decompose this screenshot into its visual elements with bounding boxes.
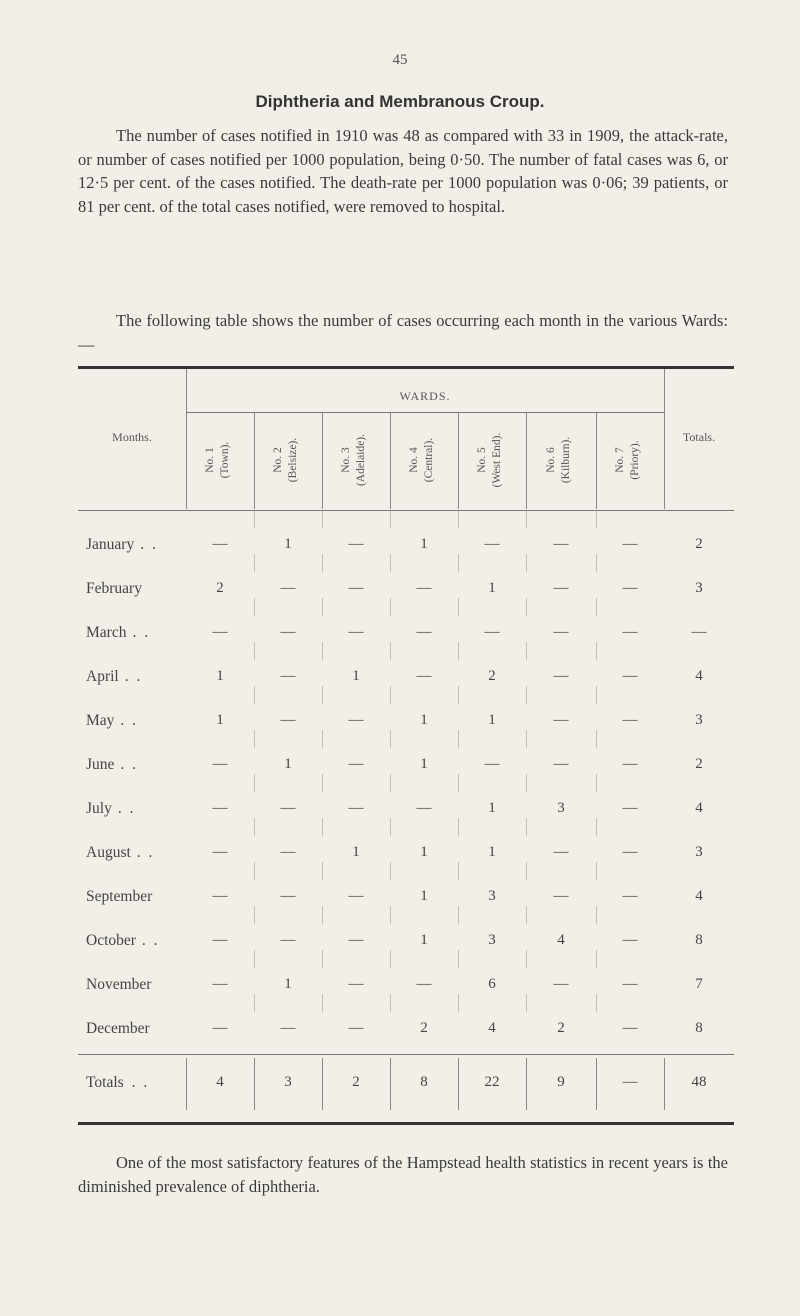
col-divider [322, 413, 323, 509]
month-cell [86, 976, 186, 994]
ward-number: No. 4 [408, 447, 420, 473]
col-divider [526, 994, 527, 1012]
ward-value-cell: — [416, 580, 432, 596]
col-divider [254, 950, 255, 968]
leader-dots: . . [124, 668, 143, 685]
ward-value-cell: — [622, 712, 638, 728]
month-cell [86, 844, 186, 862]
col-divider [390, 950, 391, 968]
col-divider [390, 774, 391, 792]
ward-value-cell: — [484, 624, 500, 640]
col-divider [596, 642, 597, 660]
col-divider [322, 642, 323, 660]
month-name: April [86, 668, 119, 685]
ward-value-cell: 1 [420, 536, 428, 552]
intro-paragraph: The number of cases notified in 1910 was 48 as compared with 33 in 1909, the attack-rate, or number of cases notified per 1000 population, being 0·50. The number of fatal cases was 6, or 12·5 per cent. of the cases notified. The death-rate per 1000 population was 0·06; 39 patients, or 81 per cent. of the total cases notified, were removed to hospital. [78, 126, 728, 216]
row-total-cell: 7 [695, 976, 703, 992]
col-divider [390, 730, 391, 748]
ward-value-cell: 1 [216, 712, 224, 728]
row-total-cell: 4 [695, 800, 703, 816]
col-divider [458, 413, 459, 509]
col-divider [458, 862, 459, 880]
col-divider [390, 862, 391, 880]
ward-name: (West End). [491, 432, 503, 488]
leader-dots: . . [140, 536, 158, 553]
col-divider [390, 994, 391, 1012]
col-divider [254, 413, 255, 509]
col-divider [458, 510, 459, 528]
ward-number: No. 2 [272, 447, 284, 473]
ward-value-cell: 2 [420, 1020, 428, 1036]
leader-dots: . . [117, 800, 136, 817]
ward-value-cell: — [348, 976, 364, 992]
ward-value-cell: — [484, 756, 500, 772]
col-divider [596, 818, 597, 836]
ward-value-cell: — [622, 844, 638, 860]
ward-total-cell: 4 [216, 1074, 224, 1090]
col-divider [526, 413, 527, 509]
col-divider [254, 906, 255, 924]
ward-value-cell: — [553, 580, 569, 596]
ward-value-cell: — [280, 1020, 296, 1036]
ward-header-4 [407, 405, 441, 515]
ward-value-cell: 1 [284, 756, 292, 772]
row-total-cell: 2 [695, 756, 703, 772]
col-divider [526, 906, 527, 924]
ward-value-cell: — [348, 624, 364, 640]
month-name: January [86, 536, 135, 553]
ward-name: (Kilburn). [560, 436, 572, 484]
col-divider [458, 598, 459, 616]
ward-value-cell: — [622, 976, 638, 992]
ward-value-cell: — [622, 888, 638, 904]
ward-value-cell: — [348, 800, 364, 816]
row-total-cell: — [691, 624, 707, 640]
ward-value-cell: 1 [352, 668, 360, 684]
ward-name: (Belsize). [287, 437, 299, 483]
ward-value-cell: 1 [488, 800, 496, 816]
ward-value-cell: — [280, 932, 296, 948]
page-number: 45 [392, 52, 408, 68]
col-divider [596, 598, 597, 616]
ward-value-cell: — [348, 536, 364, 552]
ward-name: (Adelaide). [355, 433, 367, 487]
ward-value-cell: — [280, 800, 296, 816]
month-name: December [86, 1020, 150, 1037]
row-total-cell: 8 [695, 1020, 703, 1036]
ward-header-6 [544, 405, 578, 515]
month-cell [86, 1020, 186, 1038]
row-total-cell: 3 [695, 580, 703, 596]
col-divider [596, 413, 597, 509]
col-divider [254, 994, 255, 1012]
ward-value-cell: 1 [420, 844, 428, 860]
month-cell [86, 624, 186, 642]
col-divider [322, 906, 323, 924]
ward-value-cell: — [280, 624, 296, 640]
ward-value-cell: — [484, 536, 500, 552]
month-cell [86, 712, 186, 730]
col-divider [458, 774, 459, 792]
month-cell [86, 668, 186, 686]
ward-value-cell: — [212, 536, 228, 552]
row-total-cell: 3 [695, 844, 703, 860]
ward-value-cell: — [622, 1020, 638, 1036]
ward-name: (Town). [219, 441, 231, 479]
ward-total-cell: 9 [557, 1074, 565, 1090]
ward-value-cell: 1 [420, 932, 428, 948]
ward-value-cell: — [622, 580, 638, 596]
col-divider [322, 862, 323, 880]
col-divider [526, 818, 527, 836]
ward-value-cell: 3 [488, 932, 496, 948]
month-name: May [86, 712, 115, 729]
col-divider [596, 730, 597, 748]
month-name: June [86, 756, 115, 773]
ward-value-cell: 2 [488, 668, 496, 684]
col-divider [526, 686, 527, 704]
ward-value-cell: — [212, 976, 228, 992]
ward-value-cell: — [348, 1020, 364, 1036]
ward-value-cell: — [416, 668, 432, 684]
table-top-rule [78, 366, 734, 369]
leader-dots: . . [120, 712, 139, 729]
col-divider [322, 994, 323, 1012]
ward-value-cell: — [348, 888, 364, 904]
closing-paragraph: One of the most satisfactory features of the Hampstead health statistics in recent years is the diminished prevalence of diphtheria. [78, 1153, 728, 1196]
col-divider [254, 730, 255, 748]
month-cell [86, 580, 186, 598]
col-divider [322, 774, 323, 792]
ward-value-cell: 1 [420, 888, 428, 904]
ward-value-cell: 2 [216, 580, 224, 596]
col-divider [322, 818, 323, 836]
ward-value-cell: 3 [488, 888, 496, 904]
col-divider [596, 906, 597, 924]
ward-total-cell: 2 [352, 1074, 360, 1090]
ward-total-cell: 8 [420, 1074, 428, 1090]
ward-value-cell: — [280, 888, 296, 904]
col-divider [458, 686, 459, 704]
totals-label: Totals [86, 1074, 124, 1091]
month-name: November [86, 976, 152, 993]
ward-number: No. 3 [340, 447, 352, 473]
col-divider [254, 642, 255, 660]
ward-header-1 [203, 405, 237, 515]
section-heading: Diphtheria and Membranous Croup. [255, 92, 545, 111]
col-divider [526, 950, 527, 968]
ward-value-cell: — [553, 536, 569, 552]
col-divider [322, 598, 323, 616]
col-divider [458, 906, 459, 924]
ward-value-cell: — [280, 580, 296, 596]
col-divider [596, 950, 597, 968]
ward-value-cell: — [416, 976, 432, 992]
ward-value-cell: 1 [352, 844, 360, 860]
ward-value-cell: 1 [488, 580, 496, 596]
ward-value-cell: — [212, 756, 228, 772]
ward-value-cell: — [553, 976, 569, 992]
ward-total-cell: 22 [484, 1074, 500, 1090]
ward-value-cell: — [553, 712, 569, 728]
col-divider [390, 413, 391, 509]
leader-dots: . . [132, 624, 151, 641]
ward-value-cell: — [622, 800, 638, 816]
ward-value-cell: 1 [488, 844, 496, 860]
ward-value-cell: — [212, 844, 228, 860]
month-cell [86, 756, 186, 774]
col-divider [526, 862, 527, 880]
ward-value-cell: — [212, 1020, 228, 1036]
ward-header-2 [271, 405, 305, 515]
ward-value-cell: — [416, 624, 432, 640]
col-divider [458, 818, 459, 836]
table-bottom-rule [78, 1122, 734, 1125]
col-divider [322, 730, 323, 748]
col-divider [596, 554, 597, 572]
col-divider [390, 818, 391, 836]
ward-value-cell: — [553, 668, 569, 684]
ward-value-cell: — [416, 800, 432, 816]
wards-header: WARDS. [399, 389, 451, 403]
ward-value-cell: — [622, 668, 638, 684]
col-divider [322, 510, 323, 528]
ward-value-cell: — [553, 624, 569, 640]
ward-value-cell: — [212, 932, 228, 948]
col-divider [322, 554, 323, 572]
col-divider [458, 554, 459, 572]
col-divider [458, 642, 459, 660]
months-header: Months. [112, 430, 152, 444]
col-divider [596, 774, 597, 792]
ward-header-3 [339, 405, 373, 515]
ward-header-5 [475, 405, 509, 515]
col-divider [390, 510, 391, 528]
col-divider [458, 994, 459, 1012]
ward-value-cell: 4 [488, 1020, 496, 1036]
col-divider [458, 730, 459, 748]
row-total-cell: 8 [695, 932, 703, 948]
month-cell [86, 800, 186, 818]
ward-value-cell: 1 [216, 668, 224, 684]
ward-header-7 [613, 405, 647, 515]
col-divider [596, 510, 597, 528]
ward-value-cell: 1 [420, 712, 428, 728]
col-divider [526, 598, 527, 616]
ward-name: (Central). [423, 437, 435, 483]
leader-dots: . . [136, 844, 155, 861]
ward-value-cell: — [348, 756, 364, 772]
col-divider [322, 686, 323, 704]
ward-value-cell: — [348, 932, 364, 948]
leader-dots: . . [131, 1074, 150, 1091]
table-intro-paragraph: The following table shows the number of cases occurring each month in the various Wards: — [78, 311, 728, 354]
col-divider [596, 994, 597, 1012]
ward-number: No. 1 [204, 447, 216, 473]
ward-total-cell: 3 [284, 1074, 292, 1090]
totals-label-cell [86, 1074, 186, 1092]
grand-total-cell: 48 [691, 1074, 707, 1090]
col-divider [526, 642, 527, 660]
ward-total-cell: — [622, 1074, 638, 1090]
leader-dots: . . [120, 756, 139, 773]
ward-number: No. 5 [476, 447, 488, 473]
month-name: August [86, 844, 131, 861]
ward-value-cell: 1 [420, 756, 428, 772]
row-total-cell: 2 [695, 536, 703, 552]
totals-top-rule [78, 1054, 734, 1055]
col-divider [596, 862, 597, 880]
ward-value-cell: 2 [557, 1020, 565, 1036]
col-divider [254, 818, 255, 836]
month-name: October [86, 932, 136, 949]
col-divider [254, 510, 255, 528]
col-divider [254, 686, 255, 704]
leader-dots: . . [141, 932, 160, 949]
row-total-cell: 4 [695, 888, 703, 904]
col-divider [322, 950, 323, 968]
ward-value-cell: 1 [284, 976, 292, 992]
col-divider [458, 950, 459, 968]
ward-value-cell: — [553, 756, 569, 772]
col-divider [254, 554, 255, 572]
row-total-cell: 3 [695, 712, 703, 728]
totals-header: Totals. [682, 430, 716, 444]
row-total-cell: 4 [695, 668, 703, 684]
ward-number: No. 7 [614, 447, 626, 473]
ward-name: (Priory). [629, 440, 641, 480]
month-name: February [86, 580, 142, 597]
month-name: September [86, 888, 153, 905]
col-divider [254, 598, 255, 616]
col-divider [254, 862, 255, 880]
col-divider [526, 730, 527, 748]
col-divider [596, 686, 597, 704]
ward-number: No. 6 [545, 447, 557, 473]
col-divider [526, 510, 527, 528]
header-bottom-rule [78, 510, 734, 511]
col-divider [254, 774, 255, 792]
col-divider [390, 642, 391, 660]
col-divider [526, 554, 527, 572]
month-name: July [86, 800, 112, 817]
col-divider [526, 774, 527, 792]
ward-value-cell: — [212, 800, 228, 816]
ward-value-cell: — [553, 844, 569, 860]
col-divider [390, 554, 391, 572]
ward-value-cell: 6 [488, 976, 496, 992]
ward-value-cell: — [348, 580, 364, 596]
col-divider [390, 906, 391, 924]
ward-value-cell: — [622, 624, 638, 640]
ward-value-cell: 1 [488, 712, 496, 728]
ward-value-cell: 3 [557, 800, 565, 816]
col-divider [390, 598, 391, 616]
month-cell [86, 888, 186, 906]
ward-value-cell: — [280, 844, 296, 860]
ward-value-cell: — [553, 888, 569, 904]
ward-value-cell: 4 [557, 932, 565, 948]
ward-value-cell: — [622, 756, 638, 772]
ward-value-cell: — [212, 624, 228, 640]
ward-value-cell: — [348, 712, 364, 728]
ward-value-cell: — [622, 536, 638, 552]
ward-value-cell: — [280, 668, 296, 684]
month-name: March [86, 624, 127, 641]
ward-value-cell: — [622, 932, 638, 948]
col-divider [390, 686, 391, 704]
ward-value-cell: — [280, 712, 296, 728]
ward-value-cell: 1 [284, 536, 292, 552]
ward-value-cell: — [212, 888, 228, 904]
month-cell [86, 932, 186, 950]
month-cell [86, 536, 186, 554]
